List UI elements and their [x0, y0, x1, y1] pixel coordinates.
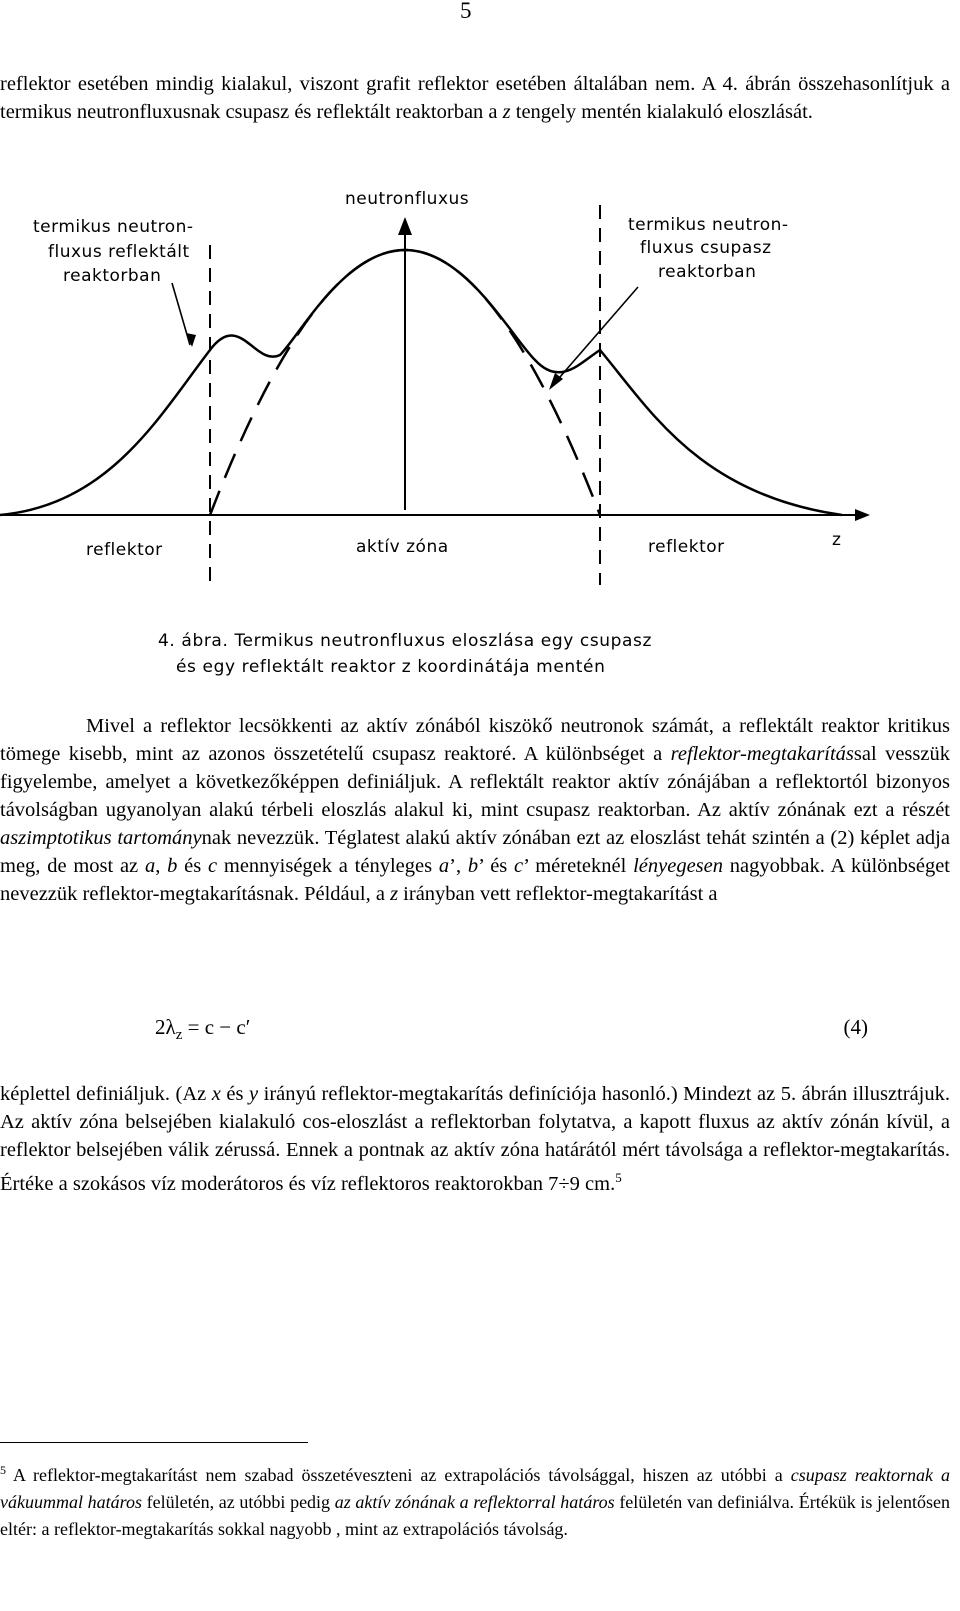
- label-bare-line1: termikus neutron-: [628, 215, 789, 235]
- label-reflected-line1: termikus neutron-: [33, 217, 194, 237]
- label-z-axis: z: [832, 530, 842, 550]
- axis-label-neutronfluxus: neutronfluxus: [345, 189, 470, 209]
- caption-line-1: 4. ábra. Termikus neutronfluxus eloszlása egy csupasz: [158, 631, 653, 651]
- label-bare-line2: fluxus csupasz: [640, 238, 772, 258]
- body-paragraph-2: képlettel definiáljuk. (Az x és y irányú reflektor-megtakarítás definíciója hasonló.) Mindezt az 5. ábrán illusztrájuk. Az aktív zóna belsejében kialakuló cos-eloszlást a reflektorban folytatva, a kapott fluxus az aktív zónán kívül, a reflektor belsejében válik zérussá. Ennek a pontnak az aktív zóna határától mért távolsága a reflektor-megtakarítás. Értéke a szokásos víz moderátoros és víz reflektoros reaktorokban 7÷9 cm.$^5$: [0, 1083, 950, 1195]
- figure-caption: [158, 628, 718, 680]
- label-reflector-left: reflektor: [86, 540, 163, 560]
- caption-line-2: és egy reflektált reaktor z koordinátája mentén: [176, 657, 606, 677]
- footnote-separator: [0, 1442, 308, 1443]
- label-reflected-line2: fluxus reflektált: [48, 242, 190, 262]
- pointer-reflected-arrowhead: [186, 333, 196, 347]
- label-reflector-right: reflektor: [648, 537, 725, 557]
- label-active-zone: aktív zóna: [356, 537, 449, 557]
- z-axis-arrowhead: [855, 509, 870, 521]
- equation-4: [0, 1015, 950, 1051]
- body-paragraph-1: Mivel a reflektor lecsökkenti az aktív zónából kiszökő neutronok számát, a reflektált reaktor kritikus tömege kisebb, mint az azonos összetételű csupasz reaktoré. A különbséget a reflektor-megtakarítással vesszük figyelembe, amelyet a következőképpen definiáljuk. A reflektált reaktor aktív zónájában a reflektortól bizonyos távolságban ugyanolyan alakú térbeli eloszlás alakul ki, mint csupasz reaktorban. Az aktív zónának ezt a részét aszimptotikus tartománynak nevezzük. Téglatest alakú aktív zónában ezt az eloszlást tehát szintén a (2) képlet adja meg, de most az a, b és c mennyiségek a tényleges a’, b’ és c’ méreteknél lényegesen nagyobbak. A különbséget nevezzük reflektor-megtakarításnak. Például, a z irányban vett reflektor-megtakarítást a: [0, 715, 951, 905]
- footnote-reference[interactable]: 5: [615, 1170, 622, 1185]
- equation-number: (4): [843, 1015, 868, 1039]
- pointer-bare: [553, 287, 638, 385]
- label-reflected-line3: reaktorban: [63, 266, 162, 286]
- flux-axis-arrowhead: [398, 217, 412, 235]
- page-number: 5: [460, 0, 472, 23]
- footnote-mark: 5: [0, 1463, 6, 1477]
- label-bare-line3: reaktorban: [658, 262, 757, 282]
- reflected-flux-curve: [0, 250, 842, 515]
- figure-neutron-flux: [0, 175, 950, 635]
- footnote-5: $^5$ A reflektor-megtakarítást nem szabad összetéveszteni az extrapolációs távolsággal, hiszen az utóbbi a csupasz reaktornak a vákuummal határos felületén, az utóbbi pedig az aktív zónának a reflektorral határos felületén van definiálva. Értékük is jelentősen eltér: a reflektor-megtakarítás sokkal nagyobb , mint az extrapolációs távolság.: [0, 1463, 950, 1539]
- equation-expression: $2\lambda_z = c - c'$: [155, 1015, 251, 1044]
- intro-paragraph: reflektor esetében mindig kialakul, viszont grafit reflektor esetében általában nem. A 4. ábrán összehasonlítjuk a termikus neutronfluxusnak csupasz és reflektált reaktorban a z tengely mentén kialakuló eloszlását.: [0, 73, 950, 123]
